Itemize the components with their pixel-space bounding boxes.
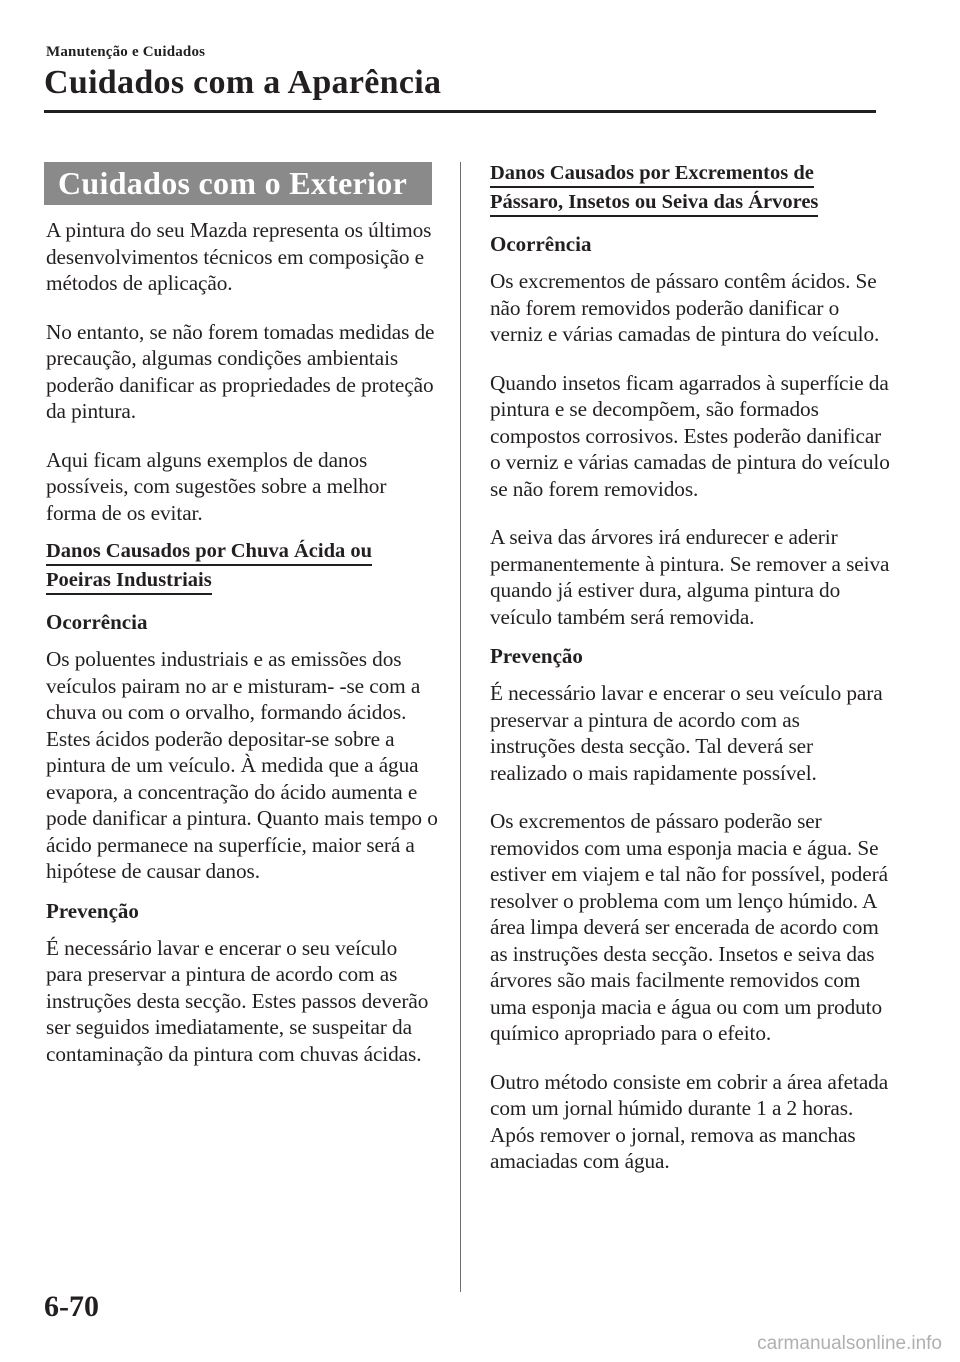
intro-paragraph-1: A pintura do seu Mazda representa os últimos desenvolvimentos técnicos em composição e métodos de aplicação. [46,218,432,295]
subsection-title-line: Pássaro, Insetos ou Seiva das Árvores [490,189,818,217]
prevention-label: Prevenção [46,898,139,923]
breadcrumb: Manutenção e Cuidados [46,44,206,60]
subsection-title-line: Poeiras Industriais [46,567,212,595]
intro-paragraph-2: No entanto, se não forem tomadas medidas de precaução, algumas condições ambientais poderão danificar as propriedades de proteção da pintura. [46,319,435,423]
section-title: Cuidados com o Exterior [44,162,432,205]
page-number: 6-70 [44,1290,99,1323]
prevention-label: Prevenção [490,644,583,668]
occurrence-paragraph-2: Quando insetos ficam agarrados à superfície da pintura e se decompõem, são formados compostos corrosivos. Estes poderão danificar o verniz e várias camadas de pintura do veículo se não forem removidos. [490,370,890,501]
subsection-title-line: Danos Causados por Excrementos de [490,160,814,188]
occurrence-label: Ocorrência [46,610,148,634]
left-column [46,162,438,1089]
prevention-paragraph-1: É necessário lavar e encerar o seu veículo para preservar a pintura de acordo com as instruções desta secção. Tal deverá ser realizado o mais rapidamente possível. [490,681,883,785]
occurrence-paragraph: Os poluentes industriais e as emissões dos veículos pairam no ar e misturam- -se com a chuva ou com o orvalho, formando ácidos. Estes ácidos poderão depositar-se sobre a pintura de um veículo. À medida que a água evapora, a concentração do ácido aumenta e pode danificar a pintura. Quanto mais tempo o ácido permanece na superfície, maior será a hipótese de causar danos. [46,647,438,883]
chapter-title: Cuidados com a Aparência [44,64,442,101]
prevention-paragraph-2: Os excrementos de pássaro poderão ser removidos com uma esponja macia e água. Se estiver em viajem e tal não for possível, poderá resolver o problema com um lenço húmido. A área limpa deverá ser encerada de acordo com as instruções desta secção. Insetos e seiva das árvores são mais facilmente removidos com uma esponja macia e água ou com um produto químico apropriado para o efeito. [490,809,888,1045]
subsection-title-line: Danos Causados por Chuva Ácida ou [46,538,372,566]
occurrence-paragraph-1: Os excrementos de pássaro contêm ácidos. Se não forem removidos poderão danificar o verniz e várias camadas de pintura do veículo. [490,269,880,346]
intro-paragraph-3: Aqui ficam alguns exemplos de danos possíveis, com sugestões sobre a melhor forma de os evitar. [46,447,387,525]
watermark: carmanualsonline.info [757,1333,942,1354]
header-rule [44,110,876,113]
prevention-paragraph: É necessário lavar e encerar o seu veículo para preservar a pintura de acordo com as instruções desta secção. Estes passos deverão ser seguidos imediatamente, se suspeitar da contaminação da pintura com chuvas ácidas. [46,935,429,1066]
prevention-paragraph-3: Outro método consiste em cobrir a área afetada com um jornal húmido durante 1 a 2 horas. Após remover o jornal, remova as manchas amaciadas com água. [490,1069,889,1173]
occurrence-label: Ocorrência [490,232,592,256]
occurrence-paragraph-3: A seiva das árvores irá endurecer e aderir permanentemente à pintura. Se remover a seiva quando já estiver dura, alguma pintura do veículo também será removida. [490,525,890,629]
right-column [490,162,890,1197]
column-divider [460,162,461,1292]
subsection-title-bird-droppings [490,160,890,218]
subsection-title-acid-rain [46,538,438,596]
